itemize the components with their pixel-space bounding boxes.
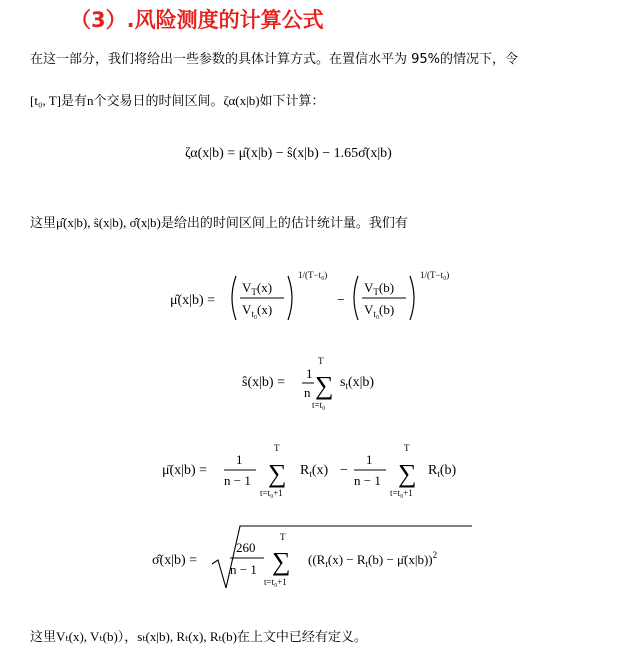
mubar-frac1-num: 1 xyxy=(236,452,243,467)
equation-mu-hat xyxy=(150,262,480,337)
s-sum-upper: T xyxy=(318,356,324,366)
sigma-frac-den: n − 1 xyxy=(230,562,257,577)
estimators-suffix: 是给出的时间区间上的估计统计量。我们有 xyxy=(160,216,408,231)
equation-s-hat xyxy=(240,352,420,419)
sigma-sum-upper: T xyxy=(280,532,286,542)
footer-line xyxy=(30,626,367,645)
mu-den-1: $V_{t_0}(x)$ xyxy=(242,302,273,319)
s-frac-num: 1 xyxy=(306,366,313,381)
s-sum-lower: t=t₀ xyxy=(312,400,326,410)
mu-exp-1: 1/(T−t₀) xyxy=(298,270,328,280)
footer-math-2: sₜ(x|b), Rₜ(x), Rₜ(b) xyxy=(137,629,237,644)
n-math: n xyxy=(87,93,94,108)
mu-den-2: $V_{t_0}(b)$ xyxy=(364,302,395,319)
mubar-sum2-upper: T xyxy=(404,443,410,453)
s-hat-lhs: ŝ(x|b) = xyxy=(242,375,285,390)
footer-math-1: Vₜ(x), Vₜ(b)）， xyxy=(56,629,138,644)
intro-line-2 xyxy=(30,90,325,109)
intro-text-a: 是有 xyxy=(61,94,88,109)
left-paren-1 xyxy=(232,276,236,320)
intro-text-c: 如下计算： xyxy=(259,94,325,109)
mubar-sum1-sign: ∑ xyxy=(268,459,287,488)
footer-suffix: 在上文中已经有定义。 xyxy=(236,630,367,645)
mu-exp-2: 1/(T−t₀) xyxy=(420,270,450,280)
mubar-term2: $R_t(b)$ xyxy=(428,463,457,479)
mubar-sum2-sign: ∑ xyxy=(398,459,417,488)
equation-sigma-hat-svg xyxy=(150,522,480,594)
s-sum-sign: ∑ xyxy=(315,371,334,400)
left-paren-2 xyxy=(354,276,358,320)
estimators-math: μ̂(x|b), ŝ(x|b), σ̂(x|b) xyxy=(56,215,161,230)
sigma-frac-num: 260 xyxy=(236,540,256,555)
sigma-sum-lower: t=t₀+1 xyxy=(264,577,287,587)
equation-mu-bar-svg xyxy=(160,440,480,502)
mubar-frac2-den: n − 1 xyxy=(354,473,381,488)
interval-math: [t₀, T] xyxy=(30,93,62,108)
equation-sigma-hat xyxy=(150,522,480,599)
mu-hat-lhs: μ̂(x|b) = xyxy=(170,293,216,308)
minus-sign: − xyxy=(337,293,345,308)
mu-num-1: $V_T(x)$ xyxy=(242,280,273,297)
right-paren-2 xyxy=(410,276,414,320)
equation-mu-hat-svg xyxy=(150,262,480,332)
section-heading: （3）.风险测度的计算公式 xyxy=(70,8,324,32)
mubar-sum1-lower: t=t₀+1 xyxy=(260,488,283,498)
equation-mu-bar xyxy=(160,440,480,507)
equation-s-hat-svg xyxy=(240,352,420,414)
equation-zeta: ζα(x|b) = μ̂(x|b) − ŝ(x|b) − 1.65σ̂(x|b) xyxy=(185,146,392,161)
estimators-line xyxy=(30,212,408,231)
mu-num-2: $V_T(b)$ xyxy=(364,280,395,297)
s-sum-term: $s_t(x|b)$ xyxy=(340,375,375,391)
estimators-prefix: 这里 xyxy=(30,216,57,231)
mubar-minus: − xyxy=(340,463,348,478)
sigma-sum-sign: ∑ xyxy=(272,547,291,576)
mu-bar-lhs: μ̄(x|b) = xyxy=(162,463,208,478)
mubar-sum1-upper: T xyxy=(274,443,280,453)
zeta-math: ζα(x|b) xyxy=(223,93,260,108)
sigma-sum-term: (($R_t(x) - R_t(b)$ − μ̄(x|b))$^2$ xyxy=(308,550,438,569)
s-frac-den: n xyxy=(304,385,311,400)
intro-line-1: 在这一部分，我们将给出一些参数的具体计算方式。在置信水平为 95%的情况下，令 xyxy=(30,52,519,67)
intro-text-b: 个交易日的时间区间。 xyxy=(93,94,224,109)
footer-prefix: 这里 xyxy=(30,630,57,645)
right-paren-1 xyxy=(288,276,292,320)
sigma-hat-lhs: σ̂(x|b) = xyxy=(152,553,198,568)
mubar-frac2-num: 1 xyxy=(366,452,373,467)
mubar-frac1-den: n − 1 xyxy=(224,473,251,488)
mubar-sum2-lower: t=t₀+1 xyxy=(390,488,413,498)
mubar-term1: $R_t(x)$ xyxy=(300,463,329,479)
